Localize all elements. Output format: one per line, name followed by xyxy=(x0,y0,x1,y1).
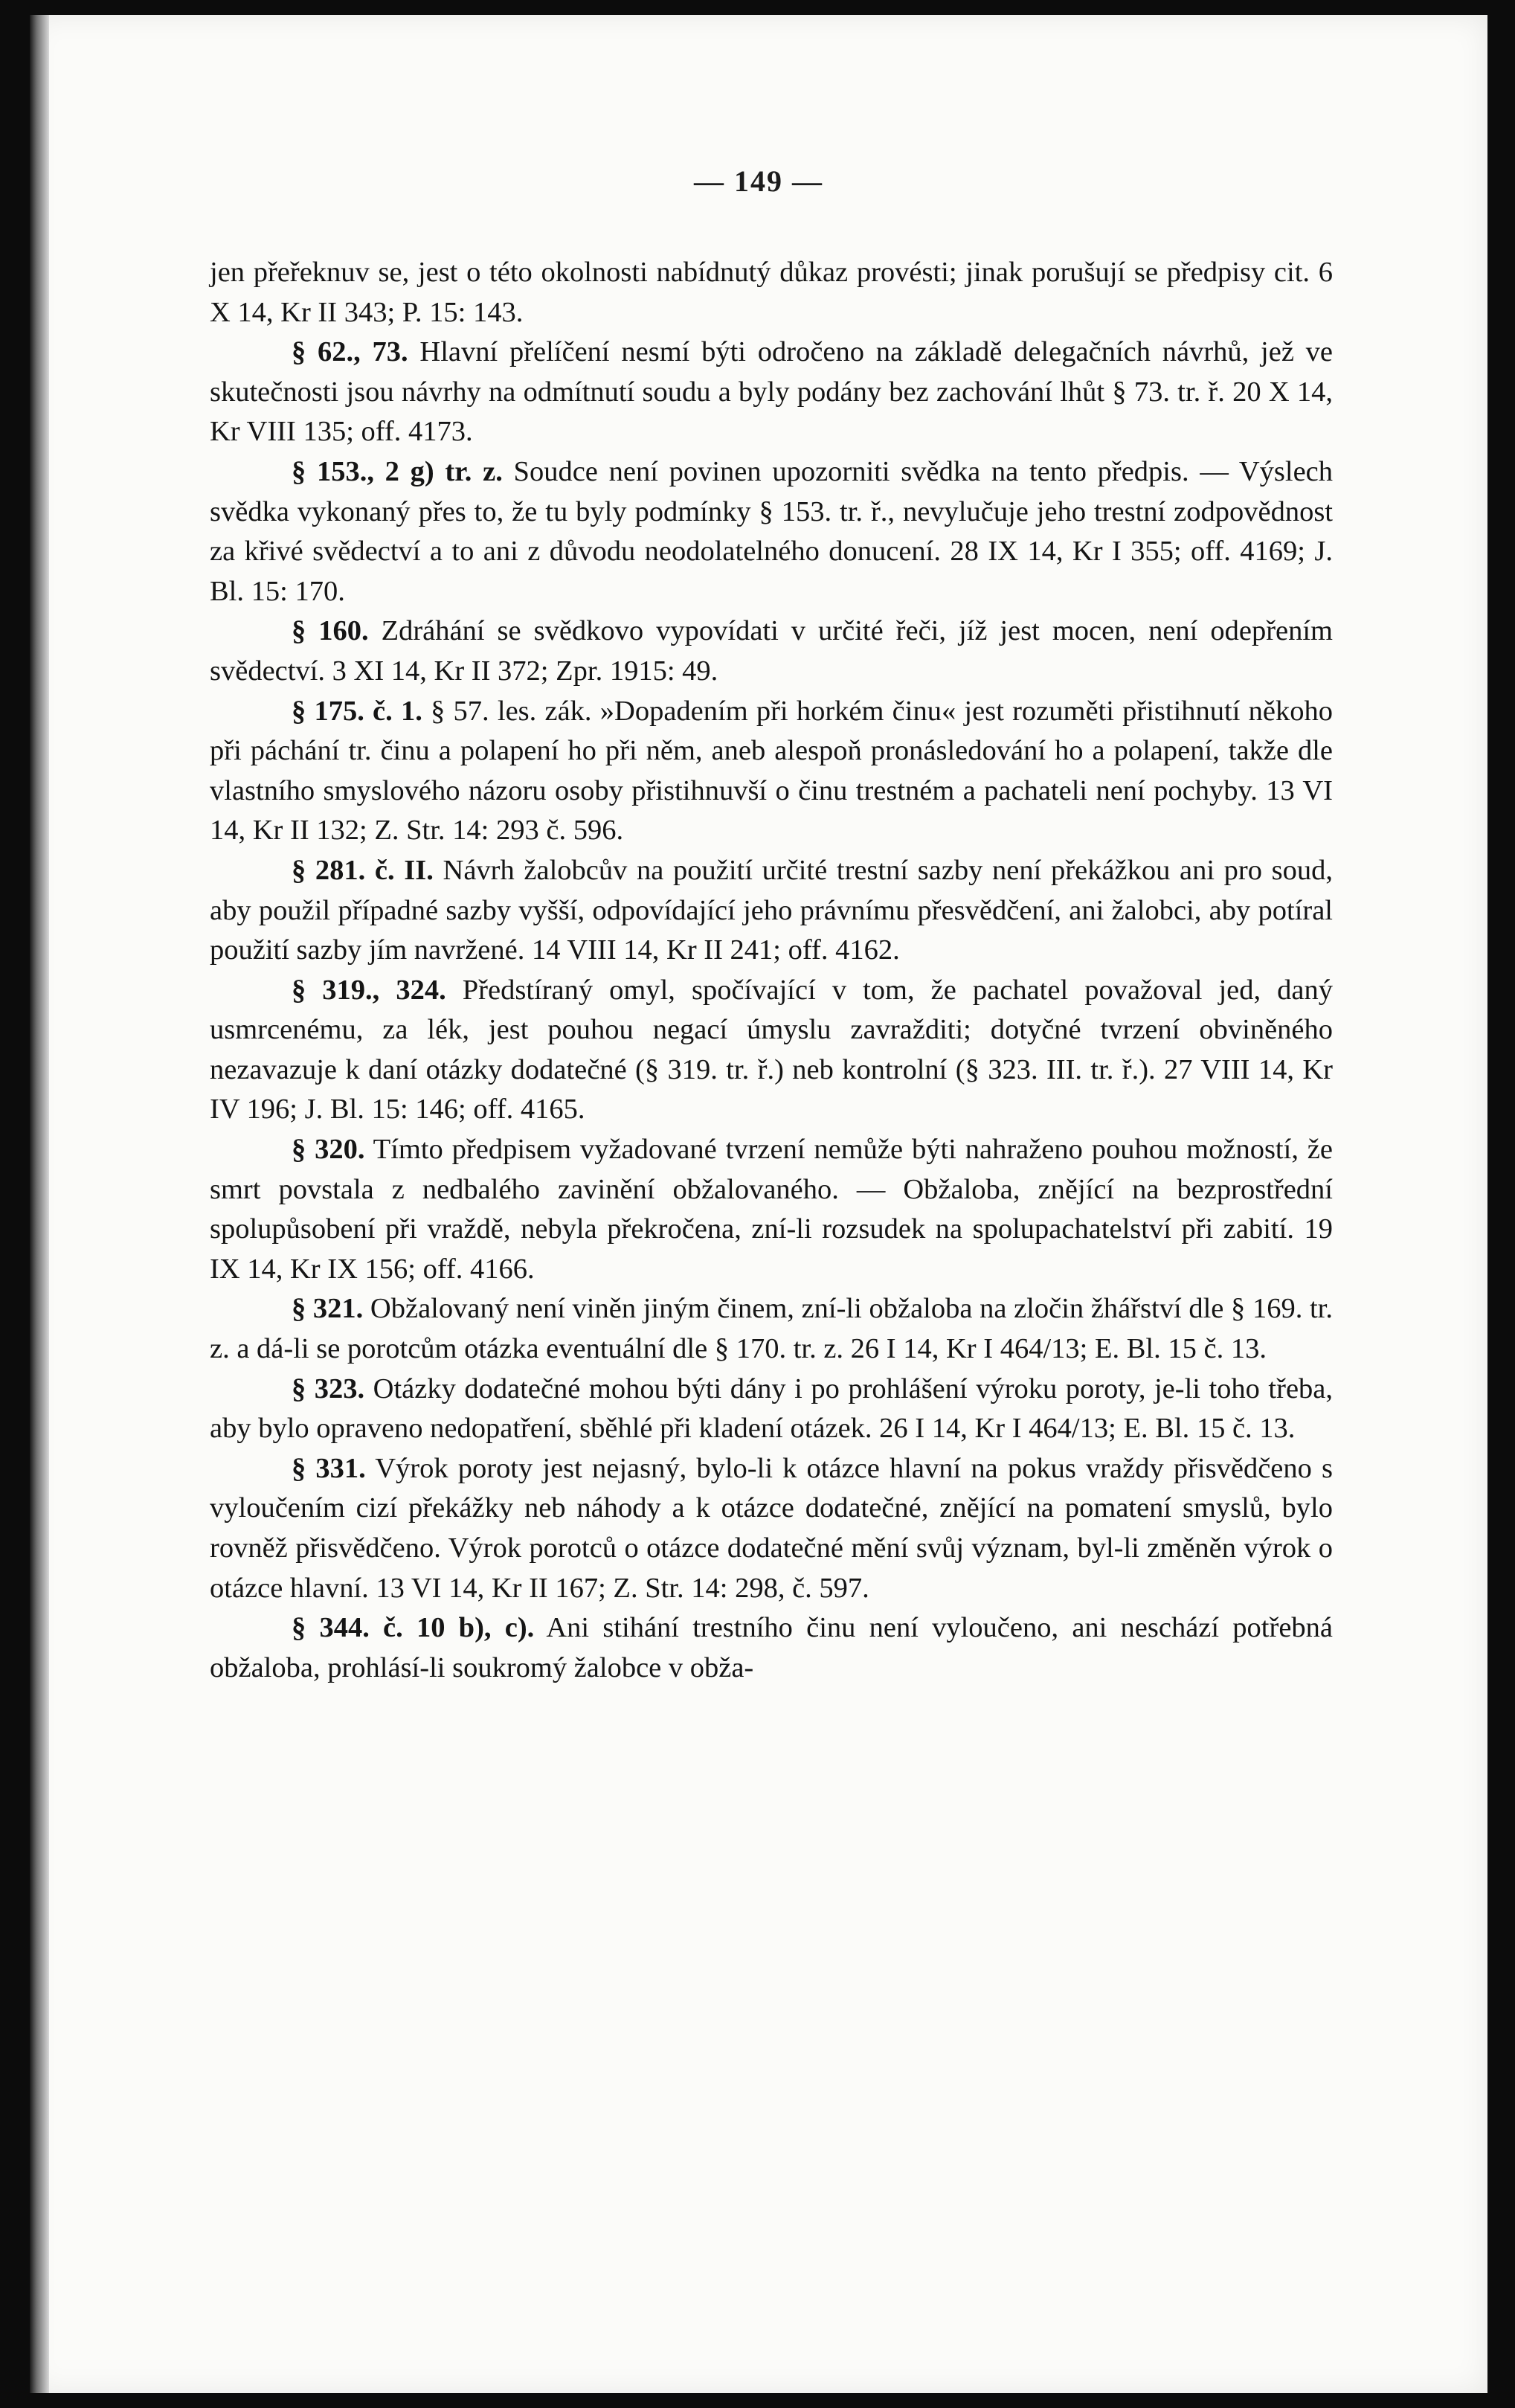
section-reference: § 320. xyxy=(292,1134,365,1166)
section-reference: § 344. č. 10 b), c). xyxy=(292,1612,535,1644)
paragraph-continuation xyxy=(210,253,1333,333)
paragraph-text: Tímto předpisem vyžadované tvrzení nemůže býti nahraženo pouhou možností, že smrt povstala z nedbalého zavinění obžalovaného. — Obžaloba, znějící na bezprostřední spolupůsobení při vraždě, nebyla překročena, zní-li rozsudek na spolupachatelství při zabití. 19 IX 14, Kr IX 156; off. 4166. xyxy=(210,1134,1333,1285)
section-reference: § 331. xyxy=(292,1452,366,1484)
paragraph-320 xyxy=(210,1130,1333,1289)
paragraph-text: Otázky dodatečné mohou býti dány i po prohlášení výroku poroty, je-li toho třeba, aby bylo opraveno nedopatření, sběhlé při kladení otázek. 26 I 14, Kr I 464/13; E. Bl. 15 č. 13. xyxy=(210,1372,1333,1445)
paragraph-text: Obžalovaný není viněn jiným činem, zní-li obžaloba na zločin žhářství dle § 169. tr. z. a dá-li se porotcům otázka eventuální dle § 170. tr. z. 26 I 14, Kr I 464/13; E. Bl. 15 č. 13. xyxy=(210,1293,1333,1365)
paragraph-281 xyxy=(210,851,1333,971)
section-reference: § 160. xyxy=(292,615,369,647)
section-reference: § 323. xyxy=(292,1372,365,1404)
section-reference: § 281. č. II. xyxy=(292,854,434,886)
section-reference: § 319., 324. xyxy=(292,974,446,1006)
paragraph-153 xyxy=(210,452,1333,611)
paragraph-175 xyxy=(210,692,1333,851)
page-number: — 149 — xyxy=(694,164,823,198)
section-reference: § 175. č. 1. xyxy=(292,695,422,727)
paragraph-text: Hlavní přelíčení nesmí býti odročeno na základě delegačních návrhů, jež ve skutečnosti jsou návrhy na odmítnutí soudu a byly podány bez zachování lhůt § 73. tr. ř. 20 X 14, Kr VIII 135; off. 4173. xyxy=(210,336,1333,448)
paragraph-text: Předstíraný omyl, spočívající v tom, že pachatel považoval jed, daný usmrcenému, za lék, jest pouhou negací úmyslu zavražditi; dotyčné tvrzení obviněného nezavazuje k daní otázky dodatečné (§ 319. tr. ř.) neb kontrolní (§ 323. III. tr. ř.). 27 VIII 14, Kr IV 196; J. Bl. 15: 146; off. 4165. xyxy=(210,974,1333,1126)
paragraph-text: Ani stihání trestního činu není vyloučeno, ani neschází potřebná obžaloba, prohlásí-li soukromý žalobce v obža- xyxy=(210,1612,1333,1683)
section-reference: § 321. xyxy=(292,1293,364,1325)
paragraph-text: Výrok poroty jest nejasný, bylo-li k otázce hlavní na pokus vraždy přisvědčeno s vyloučením cizí překážky neb náhody a k otázce dodatečné, znějící na pomatení smyslů, bylo rovněž přisvědčeno. Výrok porotců o otázce dodatečné mění svůj význam, byl-li změněn výrok o otázce hlavní. 13 VI 14, Kr II 167; Z. Str. 14: 298, č. 597. xyxy=(210,1452,1333,1604)
section-reference: § 153., 2 g) tr. z. xyxy=(292,455,503,487)
paragraph-160 xyxy=(210,611,1333,691)
section-reference: § 62., 73. xyxy=(292,336,408,368)
paragraph-text: jen přeřeknuv se, jest o této okolnosti nabídnutý důkaz provésti; jinak porušují se předpisy cit. 6 X 14, Kr II 343; P. 15: 143. xyxy=(210,257,1333,328)
paragraph-text: § 57. les. zák. »Dopadením při horkém činu« jest rozuměti přistihnutí někoho při páchání tr. činu a polapení ho při něm, aneb alespoň pronásledování ho a polapení, takže dle vlastního smyslového názoru osoby přistihnuvší o činu trestném a pachateli není pochyby. 13 VI 14, Kr II 132; Z. Str. 14: 293 č. 596. xyxy=(210,695,1333,847)
page-binding-edge xyxy=(30,15,49,2393)
paragraph-344 xyxy=(210,1608,1333,1688)
paragraph-62-73 xyxy=(210,333,1333,452)
paragraph-text: Návrh žalobcův na použití určité trestní sazby není překážkou ani pro soud, aby použil případné sazby vyšší, odpovídající jeho právnímu přesvědčení, ani žalobci, aby potíral použití sazby jím navržené. 14 VIII 14, Kr II 241; off. 4162. xyxy=(210,854,1333,966)
paragraph-319 xyxy=(210,971,1333,1130)
paragraph-text: Soudce není povinen upozorniti svědka na tento předpis. — Výslech svědka vykonaný přes to, že tu byly podmínky § 153. tr. ř., nevylučuje jeho trestní zodpovědnost za křivé svědectví a to ani z důvodu neodolatelného donucení. 28 IX 14, Kr I 355; off. 4169; J. Bl. 15: 170. xyxy=(210,455,1333,607)
book-page xyxy=(30,15,1487,2393)
page-body xyxy=(210,253,1333,1688)
paragraph-text: Zdráhání se svědkovo vypovídati v určité řeči, jíž jest mocen, není odepřením svědectví. 3 XI 14, Kr II 372; Zpr. 1915: 49. xyxy=(210,615,1333,687)
paragraph-323 xyxy=(210,1370,1333,1449)
paragraph-331 xyxy=(210,1449,1333,1608)
paragraph-321 xyxy=(210,1289,1333,1369)
